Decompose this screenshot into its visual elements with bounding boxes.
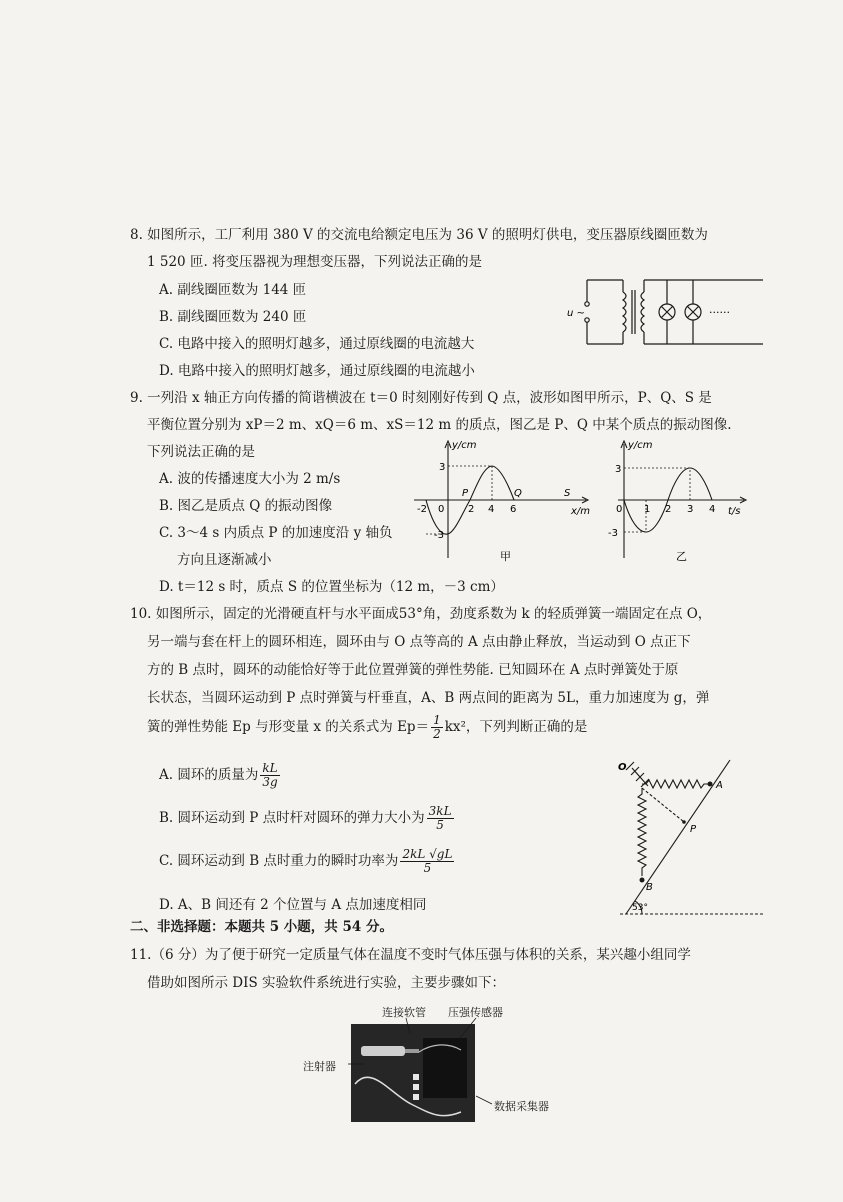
jia-tick-x-0: 0 <box>438 504 445 515</box>
q10-stem-line3: 方的 B 点时，圆环的动能恰好等于此位置弹簧的弹性势能. 已知圆环在 A 点时弹簧处于原 <box>147 662 679 678</box>
yi-tick-x-4: 4 <box>709 504 716 515</box>
q10-line5-pre: 簧的弹性势能 Ep 与形变量 x 的关系式为 Ep＝ <box>147 719 430 735</box>
jia-tick-x-4: 4 <box>488 504 495 515</box>
q10-c-fraction: $\frac{2kL √gL}{5}$ <box>402 847 453 875</box>
vibration-graph-yi <box>604 436 754 566</box>
label-b: B <box>646 882 653 893</box>
jia-tick-x-neg2: -2 <box>417 504 427 515</box>
jia-ylabel: y/cm <box>452 440 477 451</box>
ring-b <box>640 878 645 883</box>
yi-ylabel: y/cm <box>628 440 653 451</box>
label-p: P <box>690 824 697 835</box>
yi-tick-x-3: 3 <box>687 504 694 515</box>
jia-point-s: S <box>564 488 571 499</box>
label-o: O <box>618 762 627 773</box>
jia-tick-x-2: 2 <box>468 504 475 515</box>
q10-stem-line2: 另一端与套在杆上的圆环相连，圆环由与 O 点等高的 A 点由静止释放，当运动到 O 点正下 <box>147 634 691 650</box>
yi-tick-x-1: 1 <box>644 504 651 515</box>
q8-stem-line2: 1 520 匝. 将变压器视为理想变压器，下列说法正确的是 <box>147 254 483 270</box>
q9-stem-line1: 9. 一列沿 x 轴正方向传播的简谐横波在 t＝0 时刻刚好传到 Q 点，波形如图甲所示，P、Q、S 是 <box>130 390 712 406</box>
q10-option-c: C. 圆环运动到 B 点时重力的瞬时功率为 $\frac{2kL √gL}{5}$ <box>159 847 453 875</box>
q10-stem-line5 <box>147 714 587 741</box>
jia-tick-y-3: 3 <box>439 462 446 473</box>
source-label: u ~ <box>567 308 585 319</box>
q10-b-fraction: $\frac{3kL}{5}$ <box>428 804 452 832</box>
section-2-heading: 二、非选择题：本题共 5 小题，共 54 分。 <box>130 919 393 935</box>
jia-tick-y-neg3: -3 <box>434 530 444 541</box>
label-tube: 连接软管 <box>382 1006 426 1019</box>
q9-option-a: A. 波的传播速度大小为 2 m/s <box>159 471 341 487</box>
q10-option-d: D. A、B 间还有 2 个位置与 A 点加速度相同 <box>159 897 427 913</box>
q10-line5-post: kx²，下列判断正确的是 <box>444 719 588 735</box>
point-p <box>682 820 686 824</box>
yi-caption: 乙 <box>676 550 687 563</box>
jia-point-q: Q <box>514 488 522 499</box>
more-lamps-dots: ······ <box>709 306 730 319</box>
q9-option-d: D. t＝12 s 时，质点 S 的位置坐标为（12 m，－3 cm） <box>159 579 504 595</box>
jia-point-p: P <box>462 488 469 499</box>
q10-a-fraction: $\frac{kL}{3g}$ <box>262 761 278 789</box>
yi-xlabel: t/s <box>728 506 741 517</box>
q9-option-c-line2: 方向且逐渐减小 <box>177 552 272 568</box>
q9-option-b: B. 图乙是质点 Q 的振动图像 <box>159 498 333 514</box>
label-collector: 数据采集器 <box>494 1100 549 1113</box>
jia-tick-x-6: 6 <box>510 504 517 515</box>
q9-option-c-line1: C. 3～4 s 内质点 P 的加速度沿 y 轴负 <box>159 525 393 541</box>
jia-xlabel: x/m <box>571 506 591 517</box>
q8-option-c: C. 电路中接入的照明灯越多，通过原线圈的电流越大 <box>159 336 475 352</box>
yi-tick-y-3: 3 <box>615 464 622 475</box>
label-a: A <box>716 780 723 791</box>
half-fraction: $\frac{1}{2}$ <box>433 713 441 741</box>
q11-stem-line1: 11.（6 分）为了便于研究一定质量气体在温度不变时气体压强与体积的关系，某兴趣小组同学 <box>130 947 691 963</box>
photo-leader-lines <box>330 1016 530 1106</box>
transformer-circuit-diagram <box>565 272 765 352</box>
yi-tick-y-neg3: -3 <box>608 528 618 539</box>
wave-graph-jia <box>408 436 598 566</box>
q10-stem-line4: 长状态，当圆环运动到 P 点时弹簧与杆垂直，A、B 两点间的距离为 5L，重力加速度为 g，弹 <box>147 690 710 706</box>
q11-stem-line2: 借助如图所示 DIS 实验软件系统进行实验，主要步骤如下： <box>147 975 505 991</box>
q9-stem-line3: 下列说法正确的是 <box>147 444 255 460</box>
label-sensor: 压强传感器 <box>448 1006 503 1019</box>
ring-a <box>708 782 713 787</box>
q10-stem-line1: 10. 如图所示，固定的光滑硬直杆与水平面成53°角，劲度系数为 k 的轻质弹簧一端固定在点 O， <box>130 606 712 622</box>
q8-option-d: D. 电路中接入的照明灯越多，通过原线圈的电流越小 <box>159 363 475 379</box>
q9-stem-line2: 平衡位置分别为 xP＝2 m、xQ＝6 m、xS＝12 m 的质点，图乙是 P、Q 中某个质点的振动图像. <box>147 417 732 433</box>
rod-spring-diagram <box>612 758 772 920</box>
q10-option-b: B. 圆环运动到 P 点时杆对圆环的弹力大小为 $\frac{3kL}{5}$ <box>159 804 452 832</box>
jia-caption: 甲 <box>500 550 511 563</box>
label-angle: 53° <box>632 903 648 913</box>
q8-stem-line1: 8. 如图所示，工厂利用 380 V 的交流电给额定电压为 36 V 的照明灯供电，变压器原线圈匝数为 <box>130 227 708 243</box>
yi-tick-x-2: 2 <box>665 504 672 515</box>
label-syringe: 注射器 <box>303 1060 336 1073</box>
q8-option-a: A. 副线圈匝数为 144 匝 <box>159 282 307 298</box>
q10-option-a: A. 圆环的质量为 $\frac{kL}{3g}$ <box>159 761 278 789</box>
yi-tick-x-0: 0 <box>616 504 623 515</box>
q8-option-b: B. 副线圈匝数为 240 匝 <box>159 309 307 325</box>
